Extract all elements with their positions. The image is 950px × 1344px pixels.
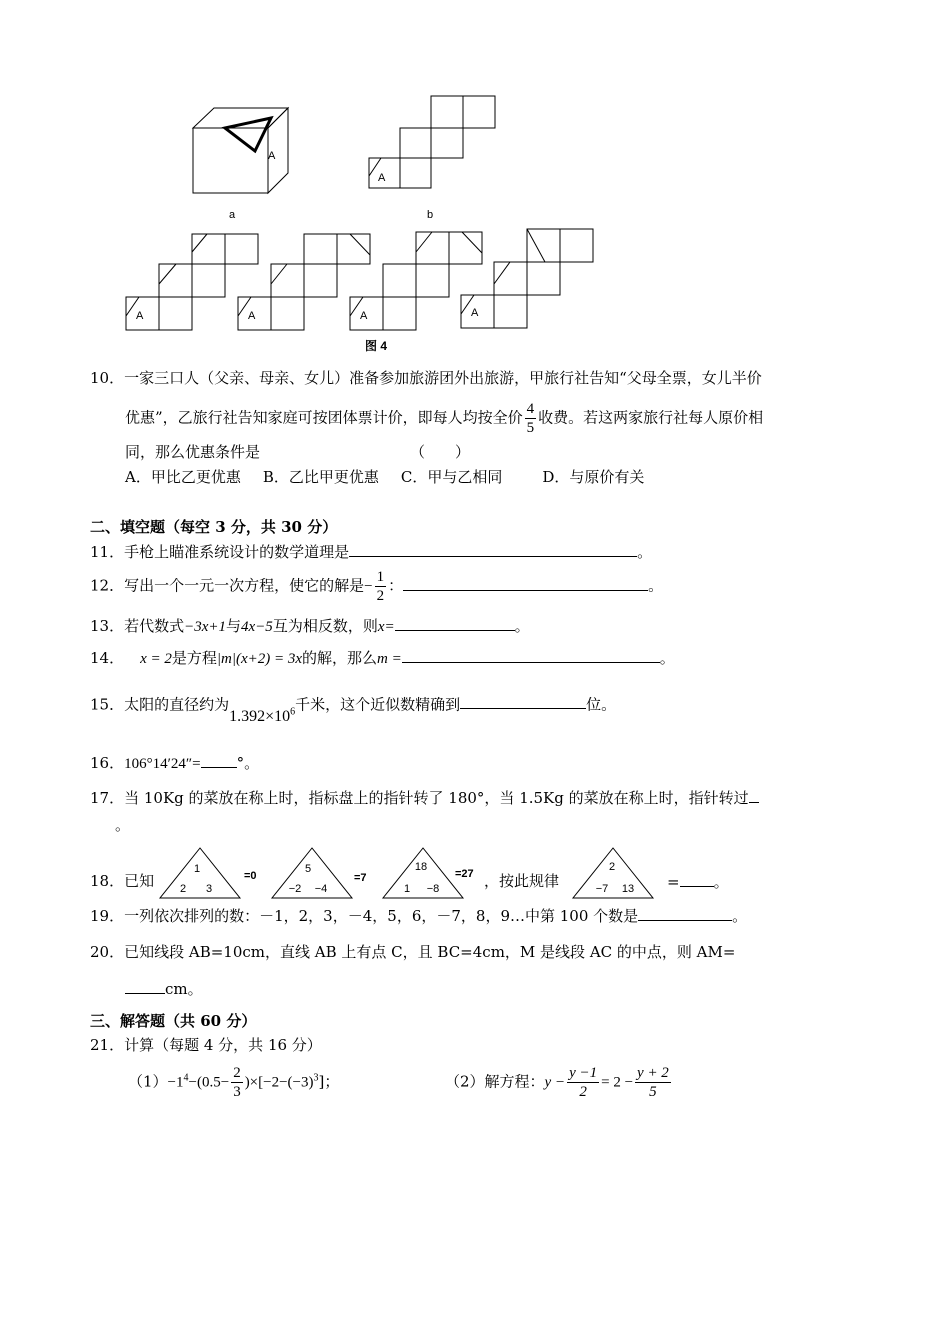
q12-fraction bbox=[375, 568, 387, 605]
tri1-top: 1 bbox=[193, 863, 201, 875]
q18-number: 18． bbox=[90, 872, 125, 890]
q14-expr-b: |m|(x+2) = 3x bbox=[216, 651, 303, 667]
q10-option-b: B．乙比甲更优惠 bbox=[262, 468, 379, 486]
net-4-face-label: A bbox=[471, 307, 479, 319]
q12-minus: − bbox=[364, 578, 373, 595]
q16-blank[interactable] bbox=[201, 752, 237, 768]
q21-p2-fraction-1 bbox=[567, 1064, 599, 1101]
tri4-top: 2 bbox=[608, 861, 616, 873]
q21-p2-f1-numerator: y −1 bbox=[569, 1065, 598, 1081]
q10-frac-denominator: 5 bbox=[526, 420, 535, 436]
tri3-right: −8 bbox=[426, 883, 440, 895]
q21-p1-a-exp: 4 bbox=[183, 1072, 189, 1084]
q13 bbox=[90, 615, 530, 637]
q11-number: 11． bbox=[90, 543, 125, 561]
q10-option-c: C．甲与乙相同 bbox=[400, 468, 503, 486]
q20-number: 20． bbox=[90, 943, 125, 961]
q20-line1 bbox=[90, 942, 735, 962]
q21-p1-a: −1 bbox=[167, 1074, 184, 1091]
q18-equals: = bbox=[667, 873, 680, 891]
q12 bbox=[90, 568, 663, 605]
net-1-face-label: A bbox=[136, 310, 144, 322]
q21-title-text: 计算（每题 4 分，共 16 分） bbox=[124, 1036, 322, 1054]
q17-number: 17． bbox=[90, 789, 125, 807]
q21-p1-d: ]； bbox=[318, 1072, 340, 1091]
q10-frac-numerator: 4 bbox=[526, 401, 535, 417]
q19-end: 。 bbox=[732, 907, 748, 925]
q17-line2: 。 bbox=[115, 816, 131, 834]
option-net-4 bbox=[461, 229, 593, 328]
q21-p2-f2-denominator: 5 bbox=[649, 1084, 657, 1100]
q10-answer-paren: （ ） bbox=[410, 443, 471, 461]
tri3-top: 18 bbox=[414, 861, 428, 873]
q15-exponent: 6 bbox=[290, 707, 296, 718]
q15-end: 位。 bbox=[586, 695, 617, 714]
q11-end: 。 bbox=[637, 543, 653, 561]
q18-triangles bbox=[150, 840, 750, 902]
q10-line1 bbox=[90, 368, 762, 388]
q13-end: 。 bbox=[514, 617, 530, 635]
q10-text-2a: 优惠”，乙旅行社告知家庭可按团体票计价，即每人均按全价 bbox=[125, 408, 523, 427]
q12-end: 。 bbox=[648, 576, 664, 595]
q17-line1 bbox=[90, 787, 759, 808]
q12-frac-numerator: 1 bbox=[376, 569, 385, 585]
tri1-right: 3 bbox=[205, 883, 213, 895]
q10-options bbox=[125, 467, 644, 487]
q21-p2-y: y − bbox=[544, 1074, 566, 1091]
label-a: a bbox=[229, 209, 236, 221]
q15-number: 15． bbox=[90, 695, 125, 714]
q13-text-c: 互为相反数，则 bbox=[272, 617, 378, 635]
q19 bbox=[90, 905, 747, 926]
tri3-result: =27 bbox=[455, 868, 474, 880]
q13-number: 13． bbox=[90, 617, 125, 635]
q15-number-value bbox=[229, 708, 295, 725]
q21-p1-label: （1） bbox=[128, 1072, 168, 1091]
q12-number: 12． bbox=[90, 576, 125, 595]
q15-text-b: 千米，这个近似数精确到 bbox=[295, 695, 461, 714]
q14-end: 。 bbox=[659, 649, 675, 667]
q18-lead bbox=[90, 871, 154, 891]
q13-expr-2: 4x−5 bbox=[241, 619, 273, 635]
q18-blank[interactable] bbox=[680, 871, 714, 887]
q10-option-a: A．甲比乙更优惠 bbox=[125, 468, 241, 486]
tri4-left: −7 bbox=[595, 883, 609, 895]
q10-text-1: 一家三口人（父亲、母亲、女儿）准备参加旅游团外出旅游，甲旅行社告知“父母全票，女儿半价 bbox=[124, 369, 762, 387]
q19-text: 一列依次排列的数：－1，2，3，－4，5，6，－7，8，9…中第 100 个数是 bbox=[124, 907, 639, 925]
q15-text-a: 太阳的直径约为 bbox=[124, 695, 230, 714]
q14 bbox=[90, 647, 675, 669]
q10-fraction bbox=[525, 400, 537, 437]
q18-answer bbox=[667, 871, 729, 892]
q15-blank[interactable] bbox=[460, 693, 586, 709]
net-2-face-label: A bbox=[248, 310, 256, 322]
q16 bbox=[90, 752, 259, 774]
tri2-right: −4 bbox=[314, 883, 328, 895]
net-3-face-label: A bbox=[360, 310, 368, 322]
q20-blank[interactable] bbox=[125, 978, 165, 994]
triangle-2-shape bbox=[272, 848, 352, 898]
tri1-result: =0 bbox=[244, 870, 257, 882]
cube-net-figure bbox=[0, 0, 950, 360]
q18-text-a: 已知 bbox=[124, 872, 155, 890]
q11-blank[interactable] bbox=[349, 541, 637, 557]
q14-text-b: 的解，那么 bbox=[302, 649, 378, 667]
q14-blank[interactable] bbox=[402, 647, 660, 663]
q21-p1-frac-numerator: 2 bbox=[233, 1065, 241, 1081]
q21-part1 bbox=[128, 1064, 339, 1101]
tri1-left: 2 bbox=[179, 883, 187, 895]
q13-var: x= bbox=[377, 619, 395, 635]
q11-text: 手枪上瞄准系统设计的数学道理是 bbox=[124, 543, 350, 561]
q21-p2-f2-numerator: y + 2 bbox=[637, 1065, 669, 1081]
tri4-right: 13 bbox=[621, 883, 635, 895]
q10-line2 bbox=[125, 400, 763, 437]
q20-unit: cm。 bbox=[165, 980, 203, 998]
triangle-4-shape bbox=[573, 848, 653, 898]
q21-p2-mid: = 2 − bbox=[601, 1074, 634, 1091]
q21-p2-f1-denominator: 2 bbox=[579, 1084, 587, 1100]
q21-title bbox=[90, 1035, 322, 1055]
q16-text: 106°14′24″= bbox=[124, 756, 201, 772]
q10-text-2b: 收费。若这两家旅行社每人原价相 bbox=[538, 408, 764, 427]
q21-p1-c: )×[−2−(−3) bbox=[244, 1074, 314, 1091]
q12-frac-denominator: 2 bbox=[376, 588, 385, 604]
q21-p1-frac-denominator: 3 bbox=[233, 1084, 241, 1100]
section3-title: 三、解答题（共 60 分） bbox=[90, 1012, 257, 1030]
q10-option-d: D．与原价有关 bbox=[542, 468, 645, 486]
q10-text-3: 同，那么优惠条件是 bbox=[125, 443, 261, 461]
q14-expr-a: x = 2 bbox=[140, 651, 172, 667]
q16-end: °。 bbox=[236, 754, 260, 772]
q21-number: 21． bbox=[90, 1036, 125, 1054]
tri2-result: =7 bbox=[354, 872, 367, 884]
q21-p1-c-exp: 3 bbox=[313, 1072, 319, 1084]
q14-expr-c: m = bbox=[377, 651, 402, 667]
q21-p1-fraction bbox=[231, 1064, 243, 1101]
triangle-3-shape bbox=[383, 848, 463, 898]
q21-p1-b: −(0.5− bbox=[188, 1074, 230, 1091]
q20-text: 已知线段 AB=10cm，直线 AB 上有点 C，且 BC=4cm，M 是线段 AC 的中点，则 AM= bbox=[124, 943, 736, 961]
q11 bbox=[90, 541, 652, 562]
q21-p2-label: （2）解方程： bbox=[445, 1072, 545, 1091]
q14-number: 14． bbox=[90, 649, 125, 667]
q21-part2 bbox=[445, 1064, 673, 1101]
q12-blank[interactable] bbox=[403, 575, 648, 591]
net-b-drawing bbox=[369, 96, 495, 188]
q18-text-b: ，按此规律 bbox=[484, 872, 560, 890]
label-b: b bbox=[427, 209, 434, 221]
q13-text-b: 与 bbox=[226, 617, 242, 635]
q19-blank[interactable] bbox=[638, 905, 732, 921]
net-b-face-label: A bbox=[378, 172, 386, 184]
q12-colon: ： bbox=[388, 576, 404, 595]
cube-face-label: A bbox=[268, 150, 276, 162]
tri2-top: 5 bbox=[304, 863, 312, 875]
q13-blank[interactable] bbox=[395, 615, 515, 631]
q20-line2 bbox=[125, 978, 203, 999]
figure-caption: 图 4 bbox=[365, 339, 388, 353]
q13-text-a: 若代数式 bbox=[124, 617, 185, 635]
q17-blank[interactable] bbox=[749, 787, 759, 803]
q10-number: 10． bbox=[90, 369, 125, 387]
q14-text-a: 是方程 bbox=[171, 649, 217, 667]
tri3-left: 1 bbox=[403, 883, 411, 895]
q21-p2-fraction-2 bbox=[635, 1064, 671, 1101]
q19-number: 19． bbox=[90, 907, 125, 925]
section2-title: 二、填空题（每空 3 分，共 30 分） bbox=[90, 518, 338, 536]
q13-expr-1: −3x+1 bbox=[184, 619, 227, 635]
q15-base: 1.392×10 bbox=[229, 708, 291, 726]
tri2-left: −2 bbox=[288, 883, 302, 895]
q18-end: 。 bbox=[713, 873, 729, 891]
q17-text: 当 10Kg 的菜放在称上时，指标盘上的指针转了 180°，当 1.5Kg 的菜放在称上时，指针转过 bbox=[124, 789, 749, 807]
q12-text: 写出一个一元一次方程，使它的解是 bbox=[124, 576, 365, 595]
q16-number: 16． bbox=[90, 754, 125, 772]
q10-line3 bbox=[125, 442, 470, 462]
